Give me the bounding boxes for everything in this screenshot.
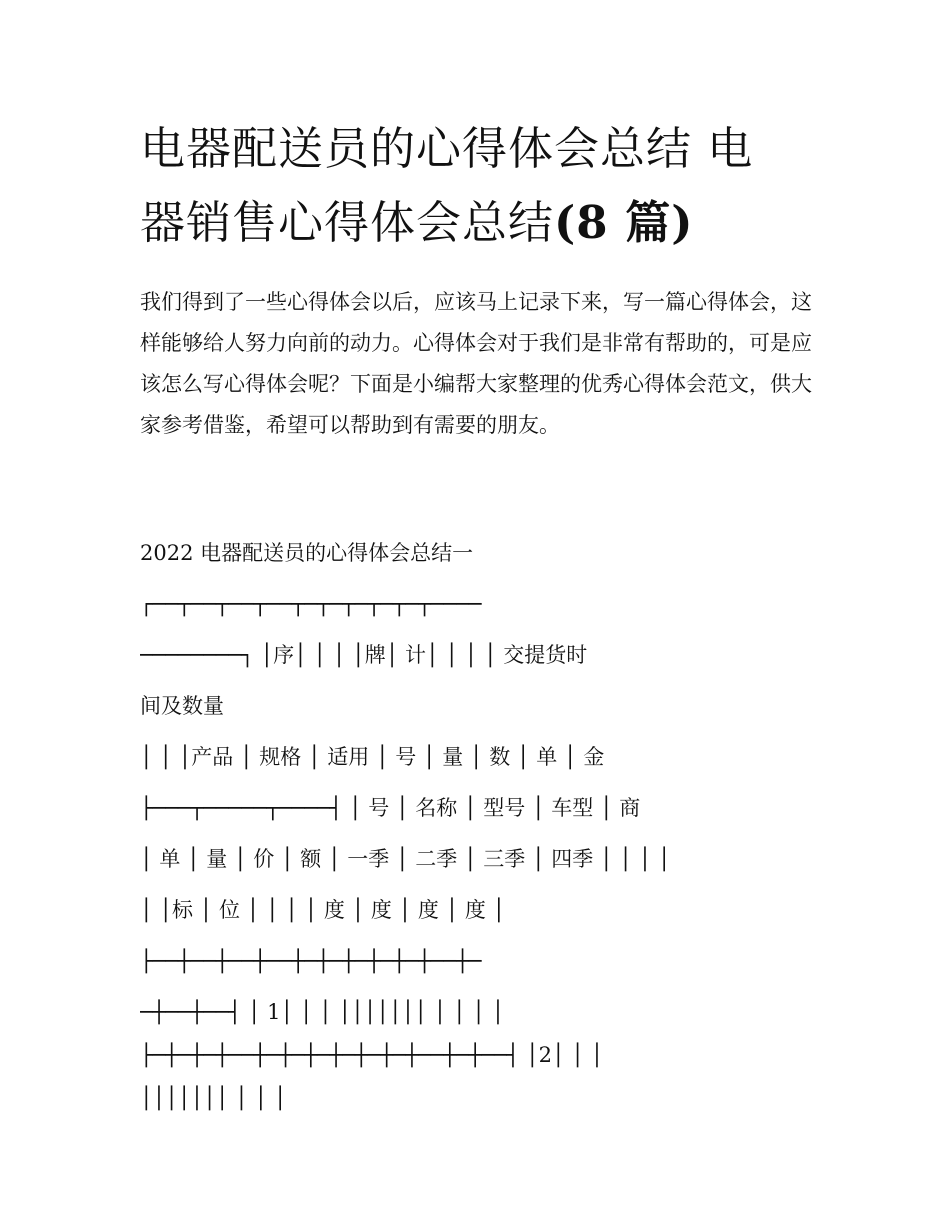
- table-text-line: │││││││ │ │ │: [140, 1086, 287, 1110]
- table-text-line: ────────┐ │序│ │ │ │牌│ 计│ │ │ │ 交提货时: [140, 643, 588, 667]
- table-text-line: ├──┼──┼──┼──┼─┼─┼─┼─┼─┼──┼─: [140, 949, 482, 973]
- table-text-line: 间及数量: [140, 694, 224, 718]
- table-text-line: ├─┼─┼─┼──┼─┼─┼─┼─┼─┼─┼──┼─┼──┤ │2│ │ │: [140, 1043, 604, 1067]
- document-title: [140, 112, 820, 260]
- table-text-line: │ 单 │ 量 │ 价 │ 额 │ 一季 │ 二季 │ 三季 │ 四季 │ │ │ │: [140, 847, 671, 871]
- table-text-line: │ │标 │ 位 │ │ │ │ 度 │ 度 │ 度 │ 度 │: [140, 898, 506, 922]
- table-text-line: ─┼──┼──┤ │ 1│ │ │ │││││││ │ │ │ │: [140, 1000, 505, 1024]
- title-part-1: 电器配送员的心得体会总结 电: [140, 122, 754, 175]
- title-part-2: 器销售心得体会总结: [140, 196, 555, 249]
- table-text-line: │ │ │产品 │ 规格 │ 适用 │ 号 │ 量 │ 数 │ 单 │ 金: [140, 745, 605, 769]
- table-text-line: ├───┬─────┬────┤ │ 号 │ 名称 │ 型号 │ 车型 │ 商: [140, 796, 641, 820]
- intro-paragraph: 我们得到了一些心得体会以后，应该马上记录下来，写一篇心得体会，这样能够给人努力向前的动力。心得体会对于我们是非常有帮助的，可是应该怎么写心得体会呢？下面是小编帮大家整理的优秀心得体会范文，供大家参考借鉴，希望可以帮助到有需要的朋友。: [140, 290, 812, 437]
- section-heading: 2022 电器配送员的心得体会总结一: [140, 541, 474, 565]
- title-part-3: (8 篇): [554, 196, 694, 249]
- table-text-line: ┌──┬──┬──┬──┬─┬─┬─┬─┬─┬────: [140, 592, 482, 616]
